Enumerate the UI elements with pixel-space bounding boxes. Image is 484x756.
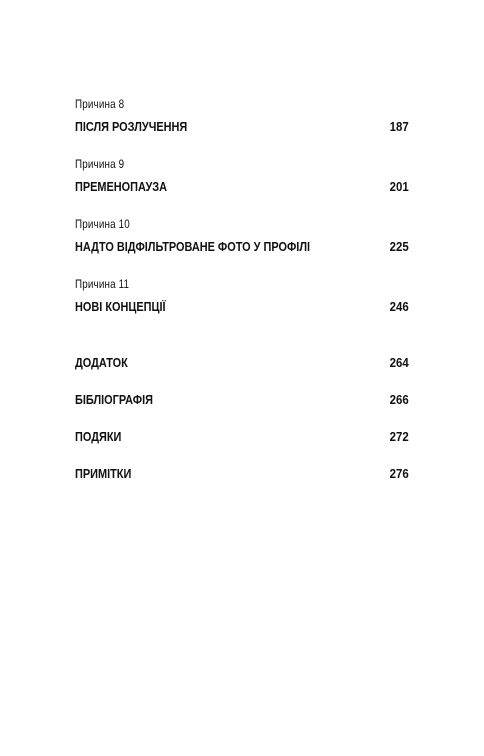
- table-of-contents: [75, 96, 409, 501]
- toc-entry-acknowledgements[interactable]: [75, 427, 409, 447]
- entry-title: НОВІ КОНЦЕПЦІЇ: [75, 299, 166, 314]
- entry-title: ПРИМІТКИ: [75, 466, 132, 481]
- entry-page-number: 266: [389, 392, 409, 407]
- toc-back-matter: [75, 353, 409, 484]
- entry-page-number: 264: [389, 355, 409, 370]
- chapter-label: Причина 10: [75, 217, 130, 231]
- entry-page-number: 201: [389, 179, 409, 194]
- toc-entry-notes[interactable]: [75, 464, 409, 484]
- toc-entry[interactable]: [75, 297, 409, 317]
- entry-title: ПРЕМЕНОПАУЗА: [75, 179, 168, 194]
- toc-entry-appendix[interactable]: [75, 353, 409, 373]
- entry-title: ПОДЯКИ: [75, 429, 122, 444]
- toc-entry[interactable]: [75, 117, 409, 137]
- entry-title: ПІСЛЯ РОЗЛУЧЕННЯ: [75, 119, 188, 134]
- entry-page-number: 276: [389, 466, 409, 481]
- toc-chapter-8: [75, 96, 409, 137]
- chapter-label: Причина 8: [75, 97, 125, 111]
- toc-chapter-9: [75, 156, 409, 197]
- toc-entry[interactable]: [75, 177, 409, 197]
- toc-chapter-10: [75, 216, 409, 257]
- entry-page-number: 187: [389, 119, 409, 134]
- toc-entry-bibliography[interactable]: [75, 390, 409, 410]
- entry-page-number: 246: [389, 299, 409, 314]
- entry-page-number: 225: [389, 239, 409, 254]
- chapter-label: Причина 9: [75, 157, 125, 171]
- toc-entry[interactable]: [75, 237, 409, 257]
- entry-title: НАДТО ВІДФІЛЬТРОВАНЕ ФОТО У ПРОФІЛІ: [75, 239, 311, 254]
- entry-title: БІБЛІОГРАФІЯ: [75, 392, 153, 407]
- entry-title: ДОДАТОК: [75, 355, 128, 370]
- chapter-label: Причина 11: [75, 277, 130, 291]
- entry-page-number: 272: [389, 429, 409, 444]
- toc-chapter-11: [75, 276, 409, 317]
